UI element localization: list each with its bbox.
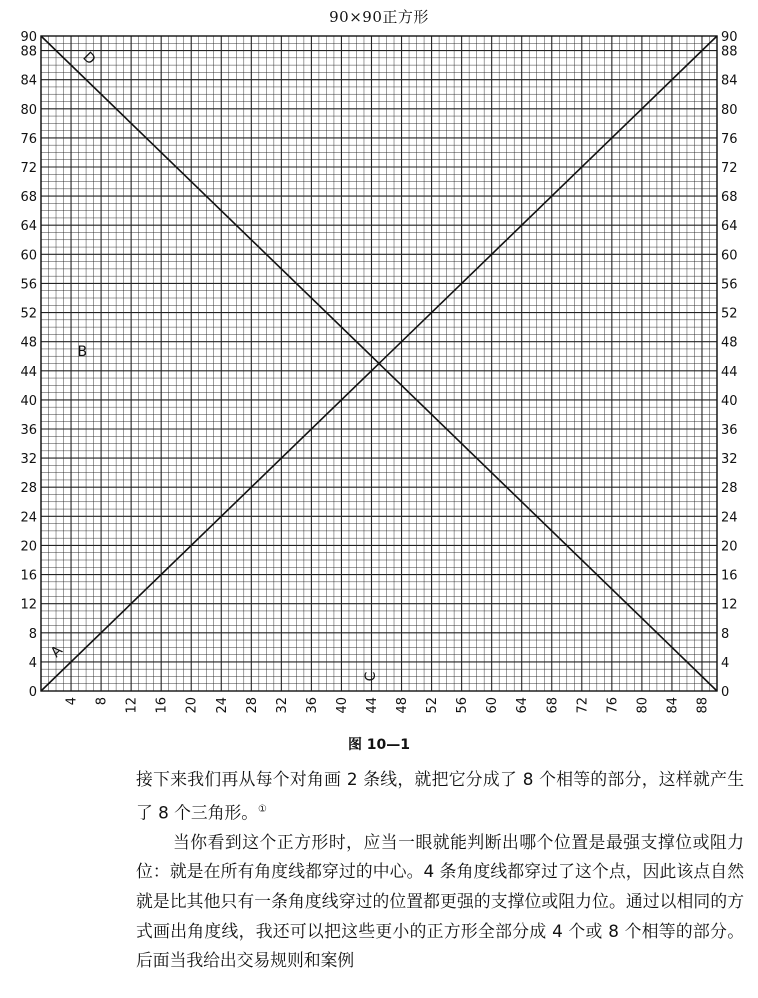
y-tick-label-left: 64 [20,219,37,235]
y-tick-label-right: 8 [721,626,730,642]
y-tick-label-left: 20 [20,539,37,555]
annotation-b: B [77,344,88,361]
x-tick-label: 60 [485,697,501,714]
x-tick-label: 28 [244,697,260,714]
y-tick-label-right: 40 [721,393,738,409]
y-tick-label-right: 20 [721,539,738,555]
y-tick-label-left: 32 [20,452,37,468]
y-tick-label-left: 0 [28,685,37,700]
x-tick-label: 48 [395,697,411,714]
y-tick-label-right: 32 [721,452,738,468]
y-tick-label-right: 36 [721,423,738,438]
y-tick-label-left: 8 [28,626,37,642]
y-tick-label-left: 4 [28,655,37,671]
chart-title: 90×90正方形 [329,8,429,26]
y-tick-label-right: 72 [721,161,738,176]
y-tick-label-right: 0 [721,685,730,700]
y-tick-label-right: 80 [721,102,738,118]
footnote-marker: ① [258,803,268,815]
y-tick-label-left: 90 [20,30,37,45]
x-tick-label: 72 [575,697,591,714]
x-tick-label: 56 [455,697,471,714]
y-tick-label-left: 16 [20,568,37,584]
x-tick-label: 24 [214,697,230,714]
body-text [136,765,744,976]
y-tick-label-left: 60 [20,248,37,264]
figure-caption: 图 10—1 [347,737,411,753]
y-tick-label-right: 64 [721,219,738,235]
x-tick-label: 84 [665,697,681,714]
paragraph-1 [136,765,744,828]
y-tick-label-right: 24 [721,510,738,526]
x-tick-label: 88 [695,697,711,714]
annotation-d: D [79,49,99,69]
y-tick-label-right: 76 [721,131,738,147]
x-tick-label: 44 [364,697,380,714]
y-tick-label-left: 24 [20,510,37,526]
x-tick-label: 68 [545,697,561,714]
x-tick-label: 20 [184,697,200,714]
y-tick-label-left: 68 [20,190,37,206]
y-tick-label-right: 52 [721,306,738,322]
x-tick-label: 16 [154,697,170,714]
y-tick-label-left: 80 [20,102,37,118]
y-tick-label-right: 68 [721,190,738,206]
y-tick-label-left: 40 [20,393,37,409]
annotation-a: A [47,642,66,661]
y-tick-label-right: 16 [721,568,738,584]
y-tick-label-left: 36 [20,423,37,438]
y-tick-label-left: 84 [20,73,37,89]
y-tick-label-left: 76 [20,131,37,147]
x-tick-label: 64 [515,697,531,714]
y-tick-label-left: 52 [20,306,37,322]
y-tick-label-left: 88 [20,44,37,60]
y-tick-label-right: 88 [721,44,738,60]
y-tick-label-right: 48 [721,335,738,351]
x-tick-label: 36 [304,697,320,714]
x-tick-label: 40 [334,697,350,714]
paragraph-2: 当你看到这个正方形时，应当一眼就能判断出哪个位置是最强支撑位或阻力位：就是在所有角度线都穿过的中心。4 条角度线都穿过了这个点，因此该点自然就是比其他只有一条角度线穿过的位置都更强的支撑位或阻力位。通过以相同的方式画出角度线，我还可以把这些更小的正方形全部分成 4 个或 8 个相等的部分。后面当我给出交易规则和案例 [136,831,744,971]
y-tick-label-left: 72 [20,161,37,176]
y-tick-label-left: 12 [20,597,37,613]
x-tick-label: 32 [274,697,290,714]
x-tick-label: 4 [64,697,80,706]
y-tick-label-right: 90 [721,30,738,45]
y-tick-label-right: 56 [721,277,738,293]
y-tick-label-right: 84 [721,73,738,89]
y-tick-label-right: 44 [721,364,738,380]
annotation-c: C [363,671,380,682]
x-tick-label: 8 [94,697,110,706]
y-tick-label-right: 28 [721,481,738,497]
x-tick-label: 80 [635,697,651,714]
y-tick-label-left: 48 [20,335,37,351]
x-tick-label: 52 [425,697,441,714]
x-tick-label: 76 [605,697,621,714]
x-tick-label: 12 [124,697,140,714]
y-tick-label-right: 12 [721,597,738,613]
y-tick-label-right: 60 [721,248,738,264]
paragraph-1-text: 接下来我们再从每个对角画 2 条线，就把它分成了 8 个相等的部分，这样就产生了 8 个三角形。 [136,769,744,823]
y-tick-label-left: 56 [20,277,37,293]
y-tick-label-right: 4 [721,655,730,671]
y-tick-label-left: 28 [20,481,37,497]
y-tick-label-left: 44 [20,364,37,380]
